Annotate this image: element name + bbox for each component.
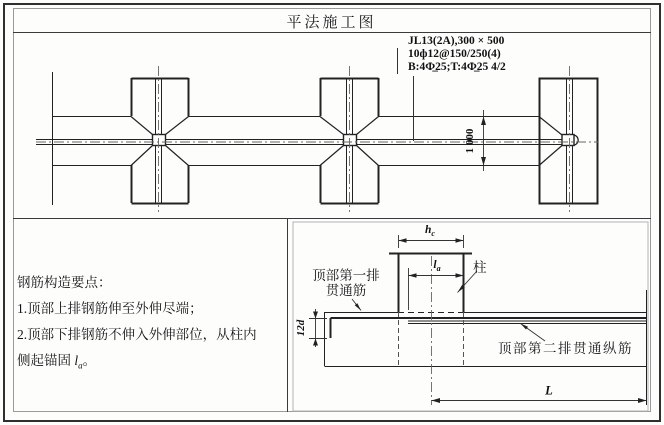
note-item-2: 2.顶部下排钢筋不伸入外伸部位，从柱内 — [17, 327, 257, 342]
detail-la-dimension — [409, 268, 464, 310]
label-second-row-rebar: 顶部第二排贯通纵筋 — [498, 341, 633, 356]
plan-width-dimension — [481, 110, 486, 171]
detail-second-row-leader — [521, 324, 546, 342]
detail-top-second-row-rebar — [408, 321, 646, 324]
detail-L-dimension — [432, 398, 647, 403]
dim-L-label: L — [545, 383, 553, 398]
dim-hc-sub: c — [431, 229, 435, 239]
notes-heading: 钢筋构造要点： — [17, 275, 112, 290]
notes-panel — [17, 270, 283, 379]
label-first-row-rebar — [300, 268, 392, 298]
annotation-line-2: 10ф12@150/250(4) — [408, 48, 501, 60]
dim-hc-label — [425, 224, 435, 238]
dim-la-label — [433, 259, 440, 273]
dim-la-var: l — [433, 258, 437, 271]
note-item-1: 1.顶部上排钢筋伸至外伸尽端； — [17, 301, 203, 316]
dim-12d-label: 12d — [295, 319, 307, 337]
note-item-2-continued — [17, 348, 283, 379]
label-column: 柱 — [473, 260, 487, 275]
label-first-row-line1: 顶部第一排 — [312, 268, 380, 283]
annotation-line-1: JL13(2A),300 × 500 — [408, 35, 505, 47]
label-first-row-line2: 贯通筋 — [325, 283, 367, 298]
page-title: 平法施工图 — [286, 15, 377, 31]
dim-hc-var: h — [425, 223, 432, 236]
beam-annotation — [408, 35, 506, 74]
anchorage-subscript: a — [78, 360, 83, 371]
note-anchor-prefix: 侧起锚固 — [17, 353, 75, 368]
note-anchor-suffix: 。 — [82, 353, 97, 368]
detail-cell-box — [293, 222, 648, 411]
dim-la-sub: a — [436, 264, 441, 274]
anchorage-symbol: l — [74, 353, 79, 368]
detail-first-row-leader — [352, 299, 361, 311]
annotation-line-3: B:4Ф̲25;T:4Ф̲25 4/2 — [408, 61, 506, 73]
plan-width-dimension-label: 1 000 — [464, 128, 476, 153]
